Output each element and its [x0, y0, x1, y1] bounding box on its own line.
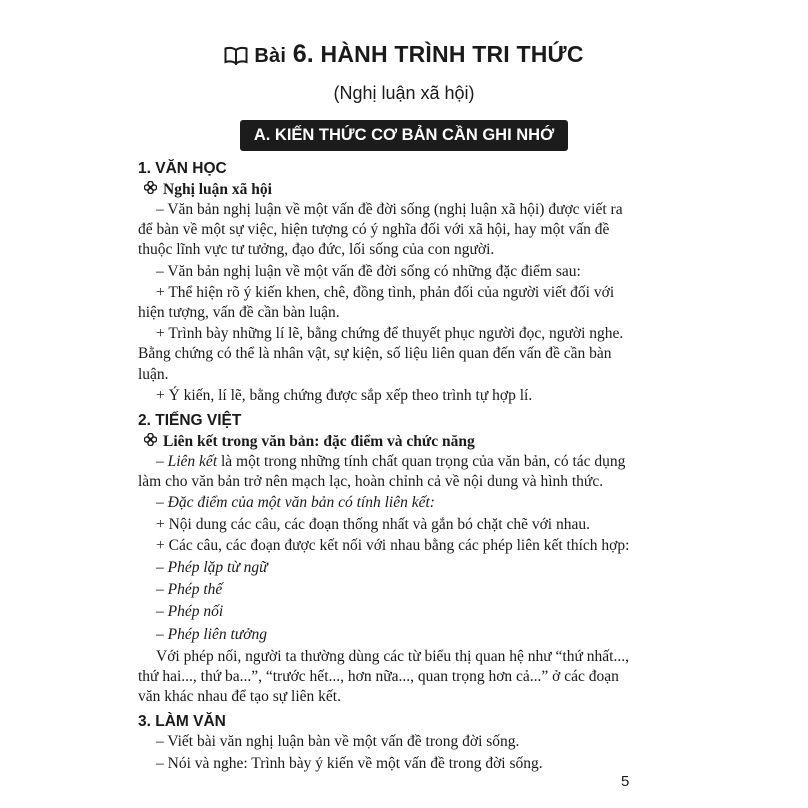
definition-term: Liên kết: [167, 453, 218, 471]
linking-method-item: – Phép nối: [156, 603, 224, 621]
feature-item: + Nội dung các câu, các đoạn thống nhất và gắn bó chặt chẽ với nhau.: [156, 515, 590, 533]
section-banner: A. KIẾN THỨC CƠ BẢN CẦN GHI NHỚ: [240, 120, 568, 151]
subheading-text: Nghị luận xã hội: [163, 181, 272, 198]
features-intro: – Đặc điểm của một văn bản có tính liên kết:: [156, 494, 435, 512]
section-heading-literature: 1. VĂN HỌC: [138, 160, 227, 177]
paragraph: – Văn bản nghị luận về một vấn đề đời sống có những đặc điểm sau:: [156, 262, 581, 280]
open-book-icon: [224, 44, 248, 71]
lesson-number: 6.: [292, 40, 314, 68]
section-heading-writing: 3. LÀM VĂN: [138, 713, 226, 731]
paragraph: + Ý kiến, lí lẽ, bằng chứng được sắp xếp theo trình tự hợp lí.: [156, 386, 533, 404]
subheading-text: Liên kết trong văn bản: đặc điểm và chức năng: [163, 433, 475, 451]
lesson-prefix: Bài: [254, 45, 287, 67]
closing-paragraph: Với phép nối, người ta thường dùng các từ biểu thị quan hệ như “thứ nhất..., thứ hai..., thứ ba...”, “trước hết..., hơn nữa..., quan trọng hơn cả...” ở các đoạn văn khác nhau để tạo sự liên kết.: [138, 647, 629, 706]
paragraph: – Văn bản nghị luận về một vấn đề đời sống (nghị luận xã hội) được viết ra để bàn về một sự việc, hiện tượng có ý nghĩa đối với xã hội, hay một vấn đề thuộc lĩnh vực tư tưởng, đạo đức, lối sống của con người.: [138, 201, 623, 259]
paragraph: + Trình bày những lí lẽ, bằng chứng để thuyết phục người đọc, người nghe. Bằng chứng có thể là nhân vật, sự kiện, số liệu liên quan đến vấn đề cần bàn luận.: [138, 325, 624, 383]
subheading-text-cohesion: [138, 431, 638, 452]
flower-icon: [144, 179, 157, 200]
flower-icon: [144, 431, 157, 452]
definition-paragraph: – Liên kết là một trong những tính chất quan trọng của văn bản, có tác dụng làm cho văn bản trở nên mạch lạc, hoàn chỉnh cả về nội dung và hình thức.: [138, 453, 626, 491]
lesson-genre: (Nghị luận xã hội): [333, 83, 475, 103]
definition-text: là một trong những tính chất quan trọng của văn bản, có tác dụng làm cho văn bản trở nên mạch lạc, hoàn chỉnh cả về nội dung và hình thức.: [138, 453, 626, 491]
writing-item: – Viết bài văn nghị luận bàn về một vấn đề trong đời sống.: [156, 733, 520, 751]
content-body: [138, 158, 638, 774]
subheading-social-argument: [138, 179, 638, 200]
feature-item: + Các câu, các đoạn được kết nối với nhau bằng các phép liên kết thích hợp:: [156, 536, 630, 554]
linking-method-item: – Phép thế: [156, 581, 223, 599]
writing-item: – Nói và nghe: Trình bày ý kiến về một vấn đề trong đời sống.: [156, 754, 543, 772]
page-number: 5: [621, 773, 630, 790]
lesson-title: [0, 40, 808, 71]
lesson-name: HÀNH TRÌNH TRI THỨC: [320, 41, 584, 67]
linking-method-item: – Phép lặp từ ngữ: [156, 559, 268, 577]
linking-method-item: – Phép liên tưởng: [156, 625, 267, 643]
section-heading-vietnamese: 2. TIẾNG VIỆT: [138, 412, 242, 430]
paragraph: + Thể hiện rõ ý kiến khen, chê, đồng tình, phản đối của người viết đối với hiện tượng, vấn đề cần bàn luận.: [138, 283, 615, 322]
